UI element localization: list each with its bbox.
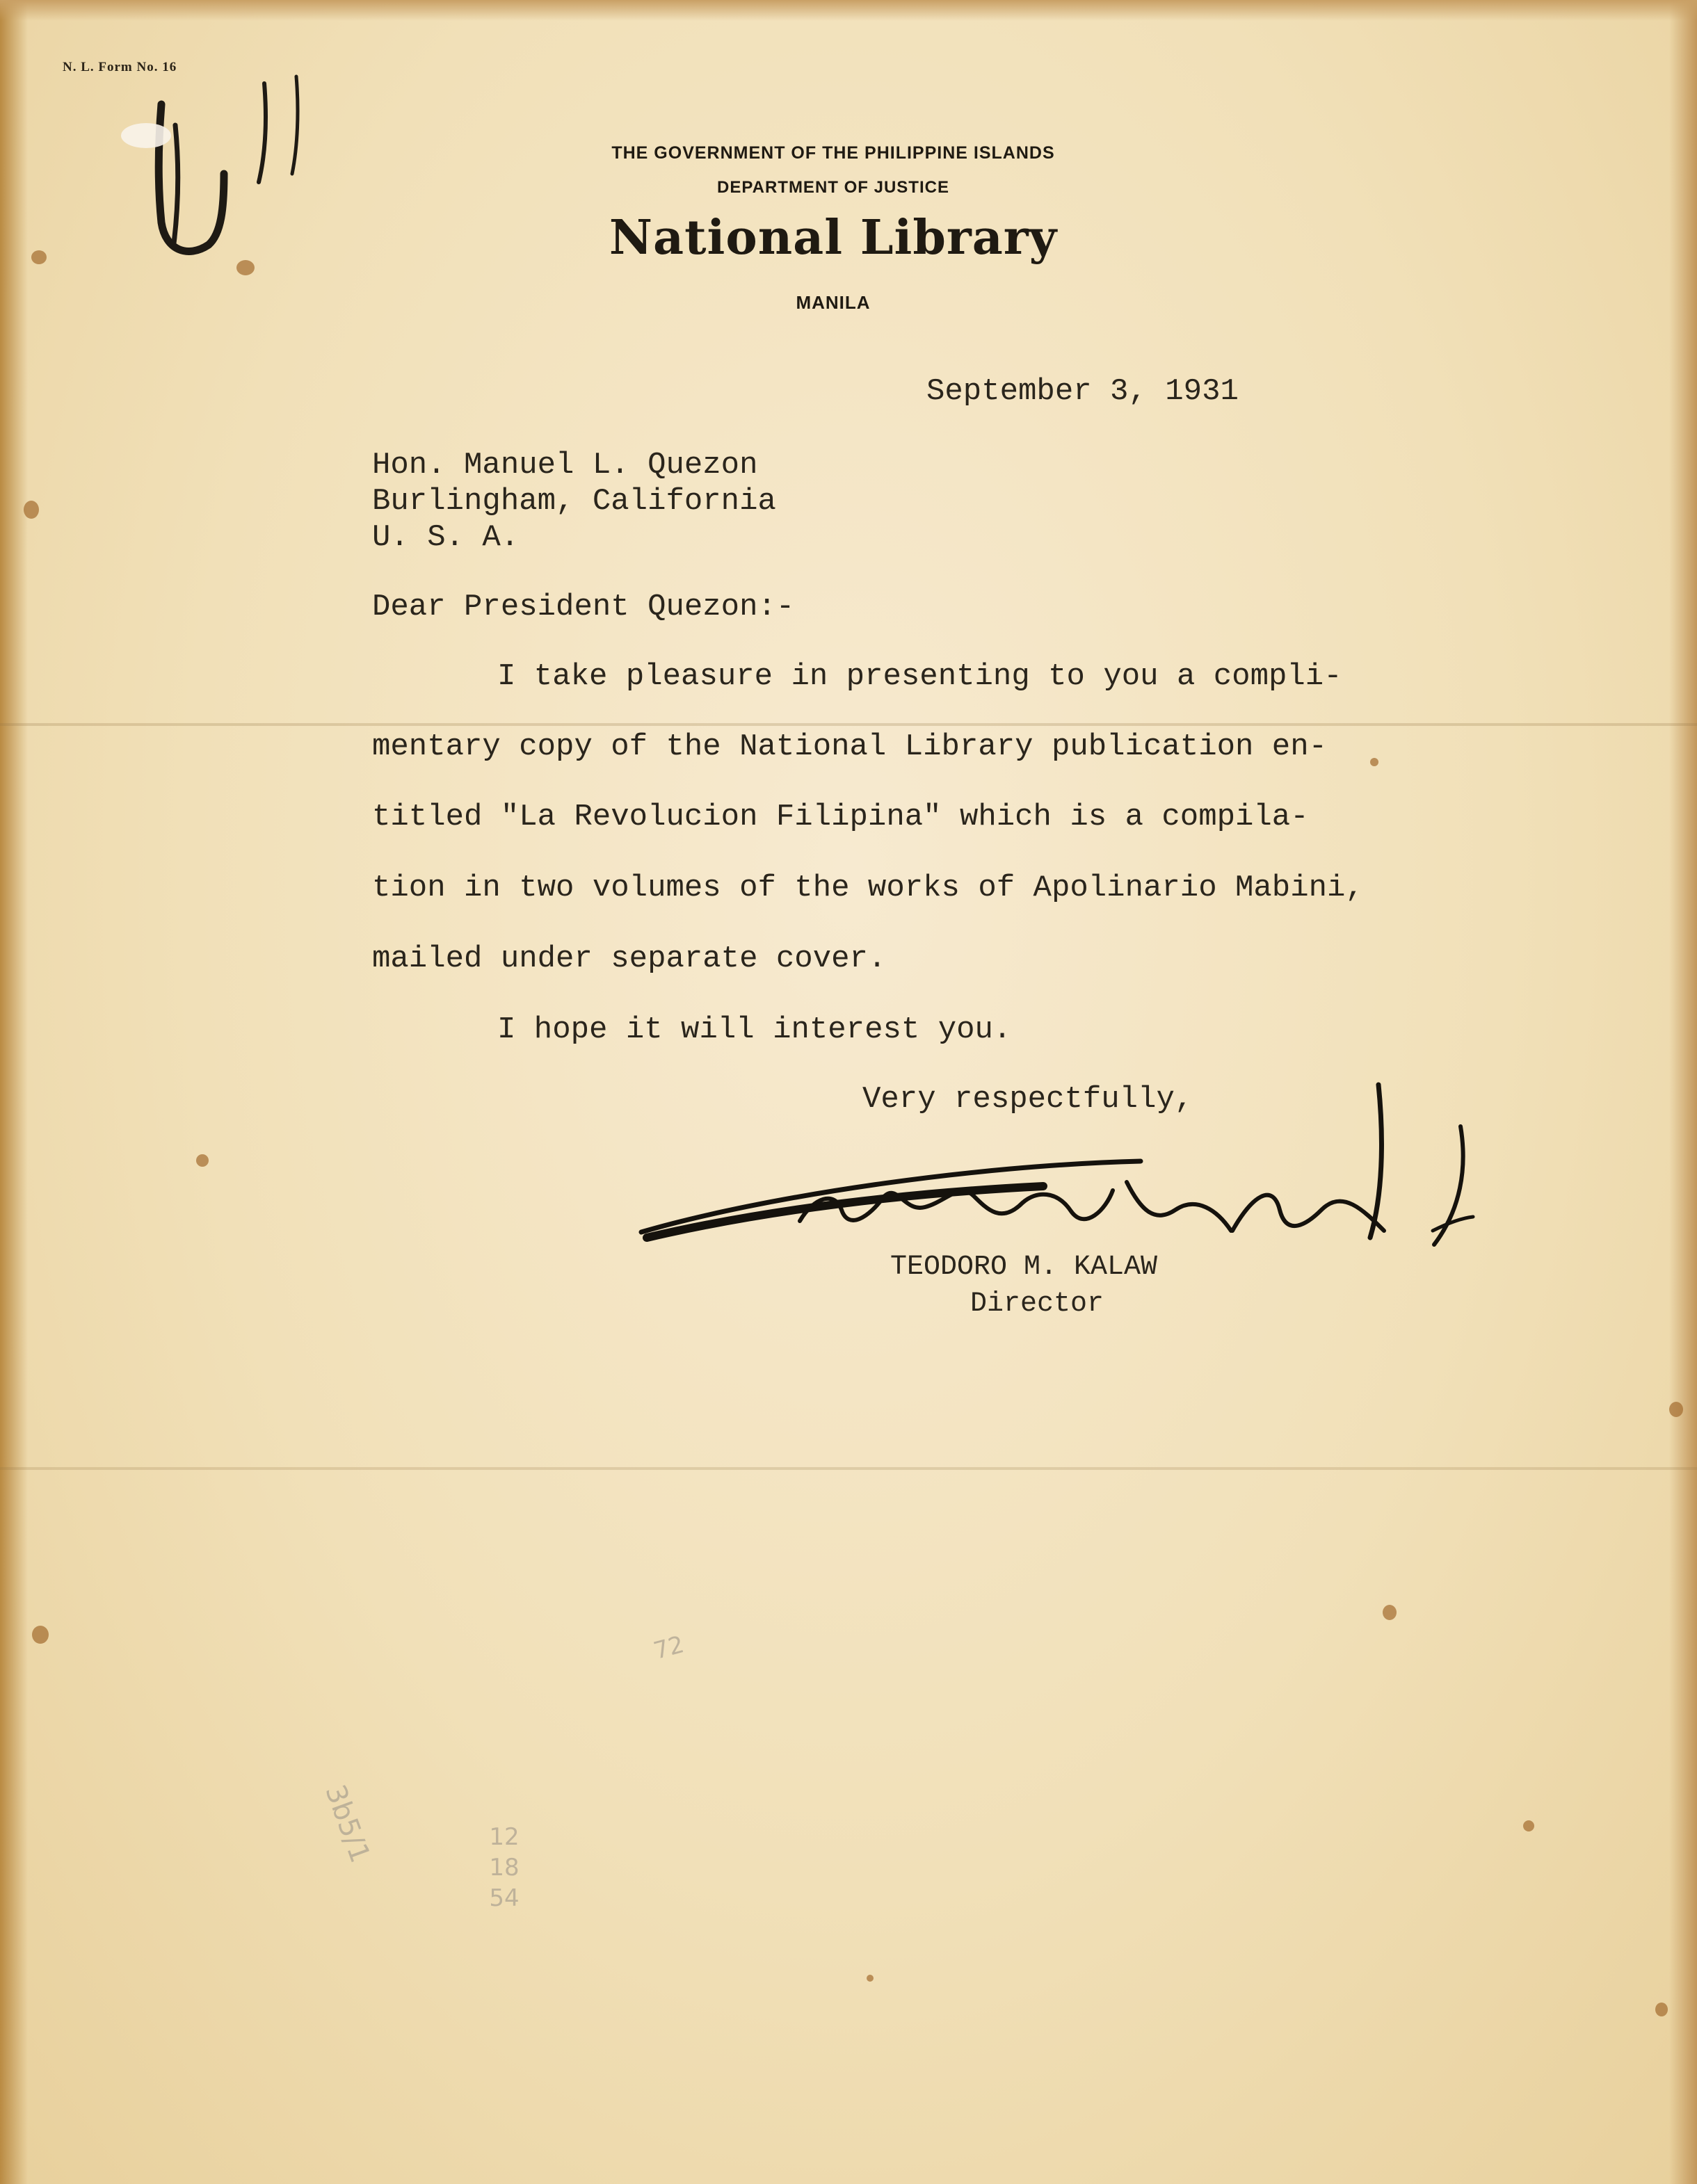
letter-date: September 3, 1931 (926, 374, 1239, 409)
recipient-city: Burlingham, California (372, 484, 776, 519)
pencil-note: 72 (650, 1631, 687, 1665)
body-line: mailed under separate cover. (372, 941, 887, 976)
recipient-name: Hon. Manuel L. Quezon (372, 448, 758, 483)
body-line: I hope it will interest you. (497, 1012, 1012, 1047)
recipient-country: U. S. A. (372, 520, 520, 555)
letterhead-institution: National Library (609, 210, 1058, 266)
pencil-note-stack (480, 1822, 529, 1914)
pencil-note: 54 (489, 1884, 520, 1912)
body-line: titled "La Revolucion Filipina" which is a compila- (372, 800, 1309, 834)
body-line: I take pleasure in presenting to you a compli- (497, 659, 1342, 694)
letterhead-city: MANILA (796, 292, 871, 313)
letterhead-department: DEPARTMENT OF JUSTICE (717, 178, 949, 197)
form-number: N. L. Form No. 16 (63, 60, 177, 74)
letterhead-government: THE GOVERNMENT OF THE PHILIPPINE ISLANDS (611, 143, 1055, 163)
pencil-note: 18 (489, 1854, 520, 1882)
signatory-title: Director (970, 1288, 1104, 1320)
body-line: mentary copy of the National Library publication en- (372, 729, 1328, 764)
pencil-note: 3b5/1 (319, 1780, 376, 1868)
signatory-name: TEODORO M. KALAW (890, 1252, 1158, 1283)
pencil-note: 12 (489, 1823, 520, 1851)
closing: Very respectfully, (862, 1082, 1193, 1117)
body-line: tion in two volumes of the works of Apolinario Mabini, (372, 871, 1364, 905)
salutation: Dear President Quezon:- (372, 590, 795, 624)
